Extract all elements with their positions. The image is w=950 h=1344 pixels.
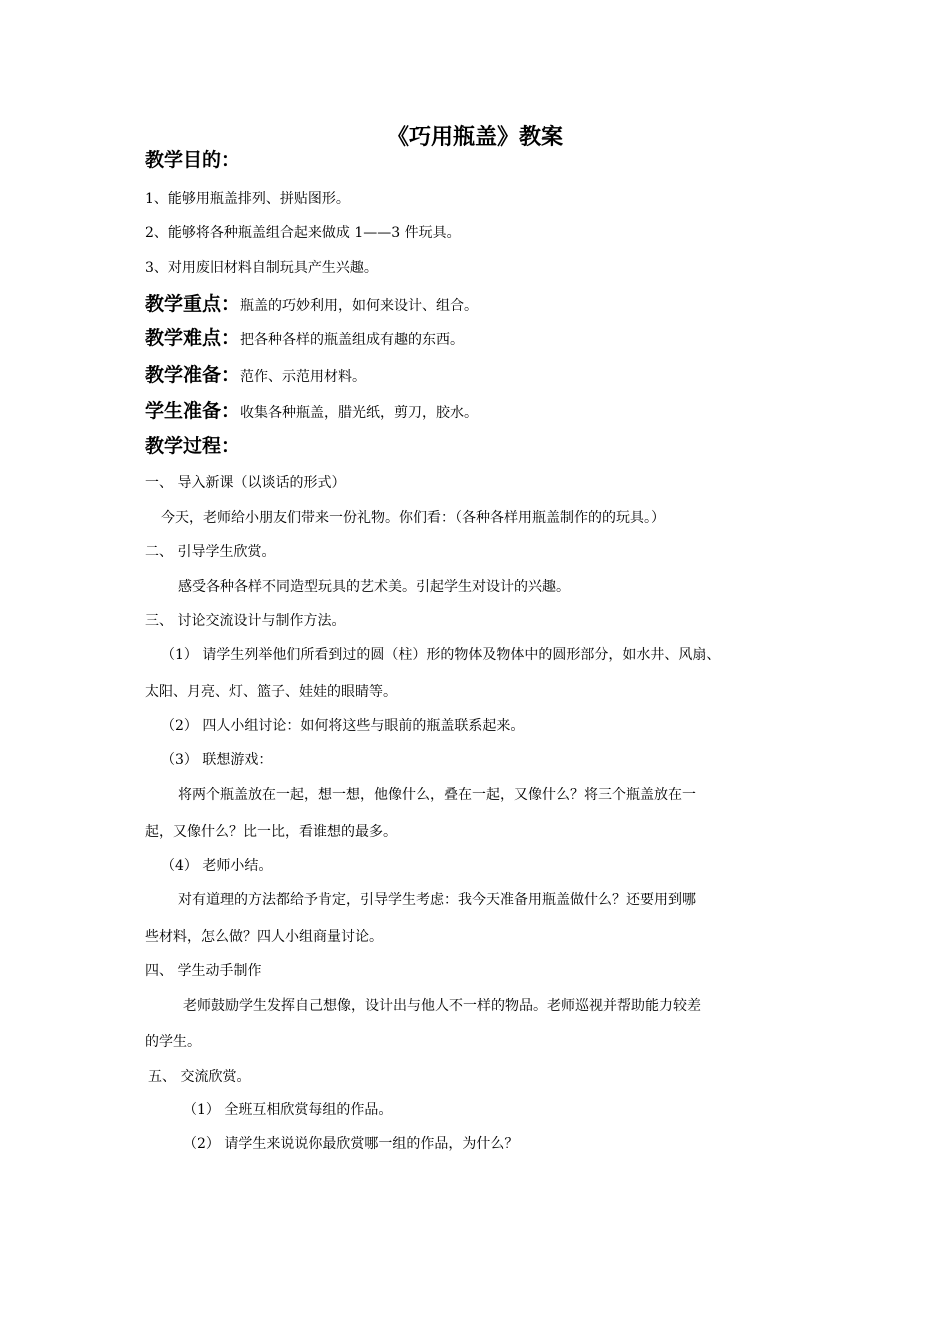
difficulties-text: 把各种各样的瓶盖组成有趣的东西。 <box>240 332 465 348</box>
section-3-point-4: （4） 老师小结。 <box>161 858 273 874</box>
section-5-title: 五、 交流欣赏。 <box>148 1069 251 1085</box>
section-3-point-3-line-2: 起，又像什么？比一比，看谁想的最多。 <box>145 824 397 840</box>
section-3-point-1-line-1: （1） 请学生列举他们所看到过的圆（柱）形的物体及物体中的圆形部分，如水井、风扇、 <box>161 647 721 663</box>
section-5-point-2: （2） 请学生来说说你最欣赏哪一组的作品，为什么？ <box>183 1136 519 1152</box>
section-1-text: 今天，老师给小朋友们带来一份礼物。你们看：（各种各样用瓶盖制作的的玩具。） <box>161 510 665 526</box>
objectives-heading: 教学目的： <box>145 149 241 171</box>
section-1-title: 一、 导入新课（以谈话的形式） <box>145 475 346 491</box>
objective-item-3: 3、对用废旧材料自制玩具产生兴趣。 <box>145 260 378 276</box>
objective-item-1: 1、能够用瓶盖排列、拼贴图形。 <box>145 191 350 207</box>
teacher-prep-row <box>145 362 366 390</box>
section-3-point-1-line-2: 太阳、月亮、灯、篮子、娃娃的眼睛等。 <box>145 684 397 700</box>
section-4-line-1: 老师鼓励学生发挥自己想像，设计出与他人不一样的物品。老师巡视并帮助能力较差 <box>183 998 701 1014</box>
section-3-point-3: （3） 联想游戏： <box>161 752 273 768</box>
process-heading: 教学过程： <box>145 435 241 457</box>
section-2-text: 感受各种各样不同造型玩具的艺术美。引起学生对设计的兴趣。 <box>178 579 570 595</box>
key-points-text: 瓶盖的巧妙利用，如何来设计、组合。 <box>240 298 479 314</box>
key-points-row <box>145 291 478 319</box>
section-3-point-2: （2） 四人小组讨论：如何将这些与眼前的瓶盖联系起来。 <box>161 718 525 734</box>
difficulties-label: 教学难点： <box>145 327 241 349</box>
teacher-prep-text: 范作、示范用材料。 <box>240 369 367 385</box>
objective-item-2: 2、能够将各种瓶盖组合起来做成 1——3 件玩具。 <box>145 225 461 241</box>
section-3-point-3-line-1: 将两个瓶盖放在一起，想一想，他像什么，叠在一起，又像什么？将三个瓶盖放在一 <box>178 787 696 803</box>
teacher-prep-label: 教学准备： <box>145 364 241 386</box>
student-prep-text: 收集各种瓶盖，腊光纸，剪刀，胶水。 <box>240 405 479 421</box>
difficulties-row <box>145 325 464 353</box>
student-prep-row <box>145 398 478 426</box>
key-points-label: 教学重点： <box>145 293 241 315</box>
section-2-title: 二、 引导学生欣赏。 <box>145 544 276 560</box>
section-4-line-2: 的学生。 <box>145 1034 201 1050</box>
section-5-point-1: （1） 全班互相欣赏每组的作品。 <box>183 1102 393 1118</box>
section-3-title: 三、 讨论交流设计与制作方法。 <box>145 613 346 629</box>
student-prep-label: 学生准备： <box>145 400 241 422</box>
section-4-title: 四、 学生动手制作 <box>145 963 262 979</box>
section-3-point-4-line-1: 对有道理的方法都给予肯定，引导学生考虑：我今天准备用瓶盖做什么？还要用到哪 <box>178 892 696 908</box>
section-3-point-4-line-2: 些材料，怎么做？四人小组商量讨论。 <box>145 929 383 945</box>
document-title: 《巧用瓶盖》教案 <box>386 124 563 150</box>
